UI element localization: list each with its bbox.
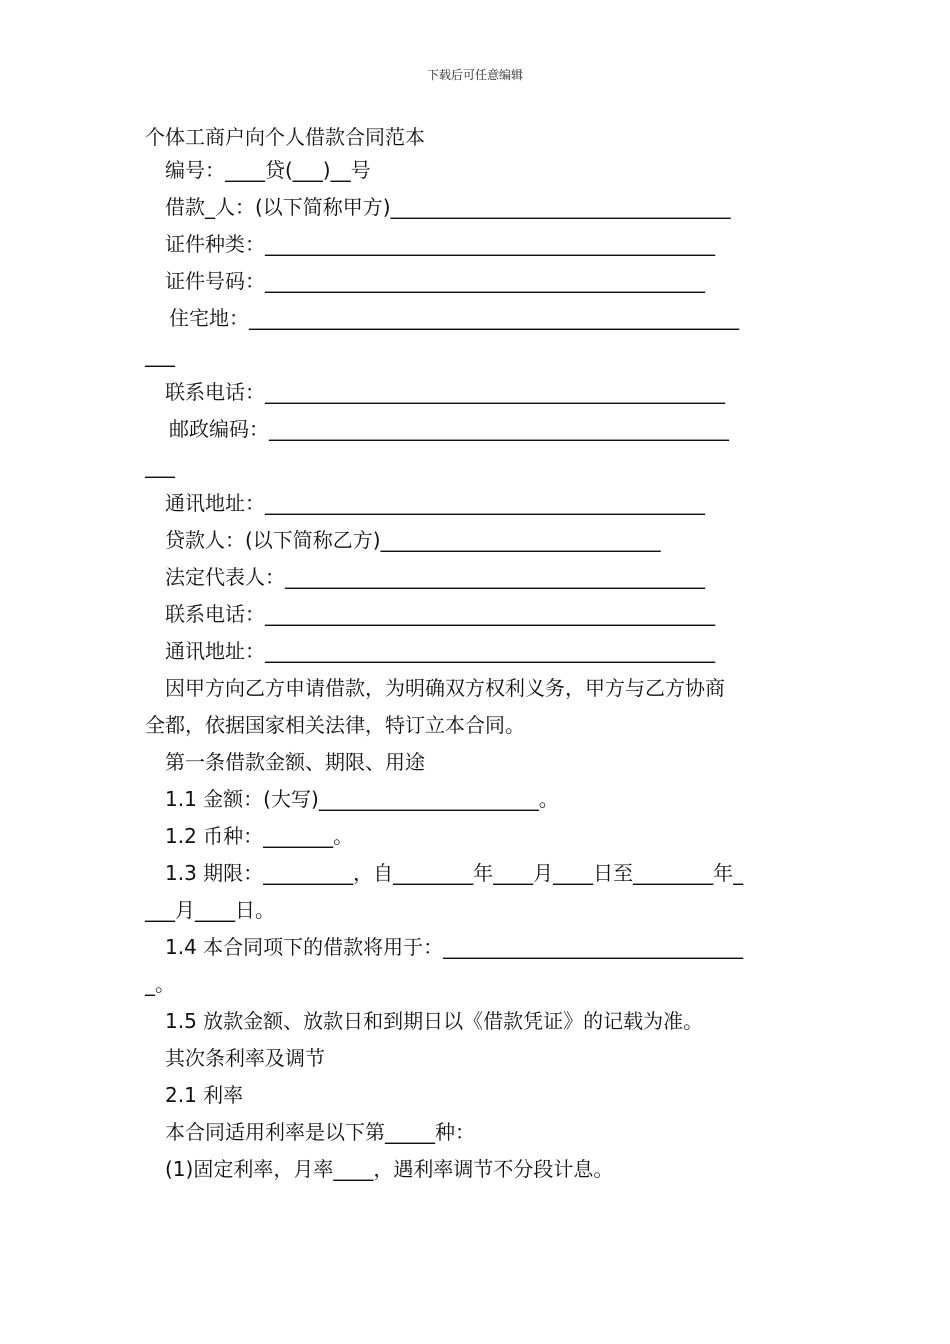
page-header: 下载后可任意编辑 <box>426 68 523 82</box>
phone-line: 联系电话：______________________________________________ <box>165 380 725 404</box>
id-number-line: 证件号码：____________________________________________ <box>165 269 705 293</box>
postal-code-line-continued: ___ <box>145 454 175 478</box>
lender-line: 贷款人：(以下简称乙方)____________________________ <box>165 528 661 552</box>
preamble-line-1: 因甲方向乙方申请借款，为明确双方权利义务，甲方与乙方协商 <box>165 676 725 700</box>
clause-1-4: 1.4 本合同项下的借款将用于：______________________________ <box>165 935 744 959</box>
borrower-line: 借款_人：(以下简称甲方)__________________________________ <box>165 195 731 219</box>
document-title: 个体工商户向个人借款合同范本 <box>145 125 425 149</box>
contract-number-line: 编号：____贷(___)__号 <box>165 158 371 182</box>
clause-1-1: 1.1 金额：(大写)______________________。 <box>165 787 559 811</box>
clause-1-5: 1.5 放款金额、放款日和到期日以《借款凭证》的记载为准。 <box>165 1009 704 1033</box>
article-2-heading: 其次条利率及调节 <box>165 1046 325 1070</box>
postal-code-line: 邮政编码：______________________________________________ <box>169 417 729 441</box>
document-body <box>145 122 810 1188</box>
preamble-line-2: 全都，依据国家相关法律，特订立本合同。 <box>145 713 525 737</box>
interest-rate-choice-line: 本合同适用利率是以下第_____种： <box>165 1120 475 1144</box>
article-1-heading: 第一条借款金额、期限、用途 <box>165 750 425 774</box>
legal-representative-line: 法定代表人：__________________________________________ <box>165 565 705 589</box>
id-type-line: 证件种类：_____________________________________________ <box>165 232 715 256</box>
fixed-rate-line: (1)固定利率，月率____，遇利率调节不分段计息。 <box>165 1157 614 1181</box>
clause-1-3: 1.3 期限：_________，自________年____月____日至________年_ <box>165 861 744 885</box>
clause-1-2: 1.2 币种：_______。 <box>165 824 354 848</box>
clause-1-3-continued: ___月____日。 <box>145 898 275 922</box>
clause-2-1: 2.1 利率 <box>165 1083 244 1107</box>
mailing-address-line: 通讯地址：____________________________________________ <box>165 491 705 515</box>
residence-line: 住宅地：_________________________________________________ <box>169 306 739 330</box>
clause-1-4-continued: _。 <box>145 972 175 996</box>
lender-phone-line: 联系电话：_____________________________________________ <box>165 602 715 626</box>
residence-line-continued: ___ <box>145 343 175 367</box>
lender-address-line: 通讯地址：_____________________________________________ <box>165 639 715 663</box>
